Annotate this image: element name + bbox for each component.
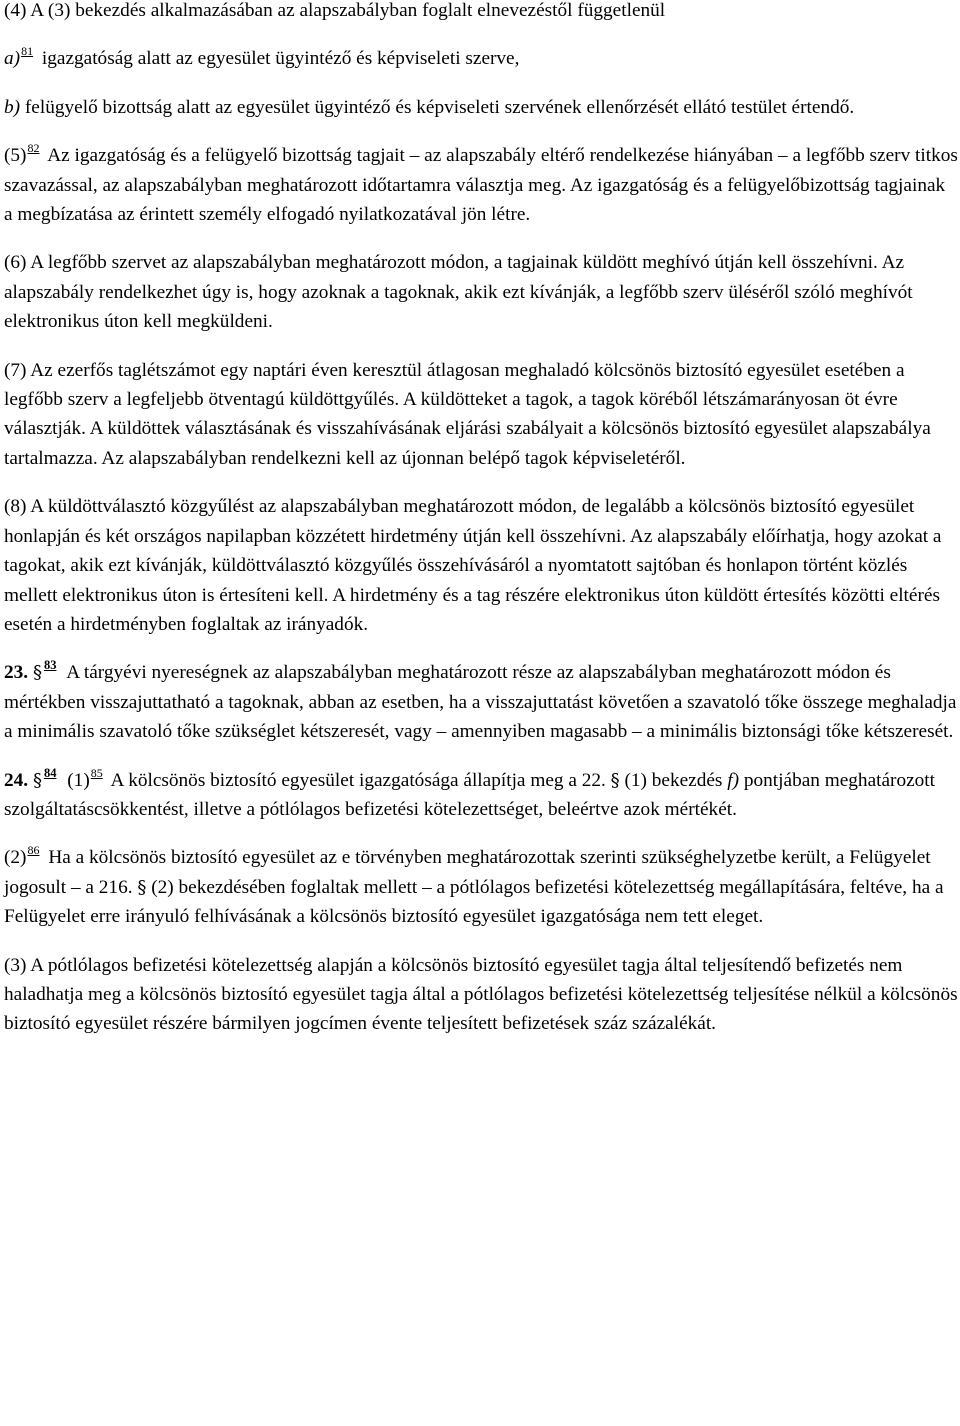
section-23-text: A tárgyévi nyereségnek az alapszabályban meghatározott része az alapszabályban meghatározott módon és mértékben visszajuttatható a tagoknak, abban az esetben, ha a visszajuttatást követően a szavatoló tőke összege meghaladja a minimális szavatoló tőke szükséglet kétszeresét, vagy – amennyiben magasabb – a minimális biztonsági tőke kétszeresét. xyxy=(4,662,957,743)
paragraph-6: (6) A legfőbb szervet az alapszabályban meghatározott módon, a tagjainak küldött meghívó útján kell összehívni. Az alapszabály rendelkezhet úgy is, hogy azoknak a tagoknak, akik ezt kívánják, a legfőbb szerv üléséről szóló meghívót elektronikus úton kell megküldeni. xyxy=(4,252,913,333)
paragraph-5-lead: (5) xyxy=(4,145,27,167)
paragraph-5 xyxy=(4,141,958,229)
paragraph-8: (8) A küldöttválasztó közgyűlést az alapszabályban meghatározott módon, de legalább a kölcsönös biztosító egyesület honlapján és két országos napilapban közzétett hirdetmény útján kell összehívni. Az alapszabály előírhatja, hogy azokat a tagokat, akik ezt kívánják, küldöttválasztó közgyűlés összehívásáról a nyomtatott sajtóban és honlapon történt közlés mellett elektronikus úton is értesíteni kell. A hirdetmény és a tag részére elektronikus úton küldött értesítés közötti eltérés esetén a hirdetményben foglaltak az irányadók. xyxy=(4,496,942,635)
footnote-link-81[interactable]: 81 xyxy=(21,44,34,59)
section-24-p2-lead: (2) xyxy=(4,847,27,869)
paragraph-4-a xyxy=(4,44,958,73)
section-24-p1-lead: (1) xyxy=(67,769,90,791)
footnote-link-82[interactable]: 82 xyxy=(27,141,40,156)
document-page xyxy=(4,0,958,1039)
section-24-number: 24. xyxy=(4,769,29,791)
paragraph-4-intro: (4) A (3) bekezdés alkalmazásában az alapszabályban foglalt elnevezéstől függetlenül xyxy=(4,0,666,21)
footnote-link-86[interactable]: 86 xyxy=(27,843,40,858)
paragraph-4-b xyxy=(4,93,958,122)
paragraph-7: (7) Az ezerfős taglétszámot egy naptári éven keresztül átlagosan meghaladó kölcsönös biztosító egyesület esetében a legfőbb szerv a legfeljebb ötventagú küldöttgyűlés. A küldötteket a tagok, a tagok köréből létszámarányosan öt évre választják. A küldöttek választásának és visszahívásának eljárási szabályait a kölcsönös biztosító egyesület alapszabálya tartalmazza. Az alapszabályban rendelkezni kell az újonnan belépő tagok képviseletéről. xyxy=(4,359,931,469)
section-sign: § xyxy=(32,769,42,791)
paragraph-4-b-text: felügyelő bizottság alatt az egyesület ügyintéző és képviseleti szervének ellenőrzését ellátó testület értendő. xyxy=(24,96,855,118)
footnote-link-83[interactable]: 83 xyxy=(43,658,57,673)
section-23-number: 23. xyxy=(4,662,29,684)
section-24-paragraph-2 xyxy=(4,843,958,931)
item-label-b: b) xyxy=(4,96,21,118)
section-sign: § xyxy=(32,662,42,684)
section-24-p1-text-a: A kölcsönös biztosító egyesület igazgatósága állapítja meg a 22. xyxy=(110,769,606,791)
item-label-a: a) xyxy=(4,48,21,70)
section-24-paragraph-3: (3) A pótlólagos befizetési kötelezettség alapján a kölcsönös biztosító egyesület tagja által teljesítendő befizetés nem haladhatja meg a kölcsönös biztosító egyesület tagja által a pótlólagos befizetési kötelezettség teljesítése nélkül a kölcsönös biztosító egyesület részére bármilyen jogcímen évente teljesített befizetések száz százalékát. xyxy=(4,954,958,1035)
footnote-link-84[interactable]: 84 xyxy=(43,765,57,780)
footnote-link-85[interactable]: 85 xyxy=(90,765,103,780)
item-label-f: f) xyxy=(727,769,740,791)
section-sign: § xyxy=(610,769,620,791)
section-24-p1-text-b: (1) bekezdés xyxy=(624,769,723,791)
section-sign: § xyxy=(137,876,147,898)
section-23 xyxy=(4,658,958,746)
section-24-p2-text-a: Ha a kölcsönös biztosító egyesület az e törvényben meghatározottak szerinti szükséghelyzetbe került, a Felügyelet jogosult – a 216. xyxy=(4,847,931,898)
section-24-paragraph-1 xyxy=(4,766,958,825)
section-24-p2-text-b: (2) bekezdésében foglaltak mellett – a pótlólagos befizetési kötelezettség megállapítására, feltéve, ha a Felügyelet erre irányuló felhívásának a kölcsönös biztosító egyesület igazgatósága nem tett eleget. xyxy=(4,876,944,928)
paragraph-5-text: Az igazgatóság és a felügyelő bizottság tagjait – az alapszabály eltérő rendelkezése hiányában – a legfőbb szerv titkos szavazással, az alapszabályban meghatározott időtartamra választja meg. Az igazgatóság és a felügyelőbizottság tagjainak a megbízatása az érintett személy elfogadó nyilatkozatával jön létre. xyxy=(4,145,958,226)
paragraph-4-a-text: igazgatóság alatt az egyesület ügyintéző és képviseleti szerve, xyxy=(41,48,520,70)
section-24-p1-text-c: pontjában meghatározott szolgáltatáscsökkentést, illetve a pótlólagos befizetési kötelezettséget, beleértve azok mértékét. xyxy=(4,769,936,820)
